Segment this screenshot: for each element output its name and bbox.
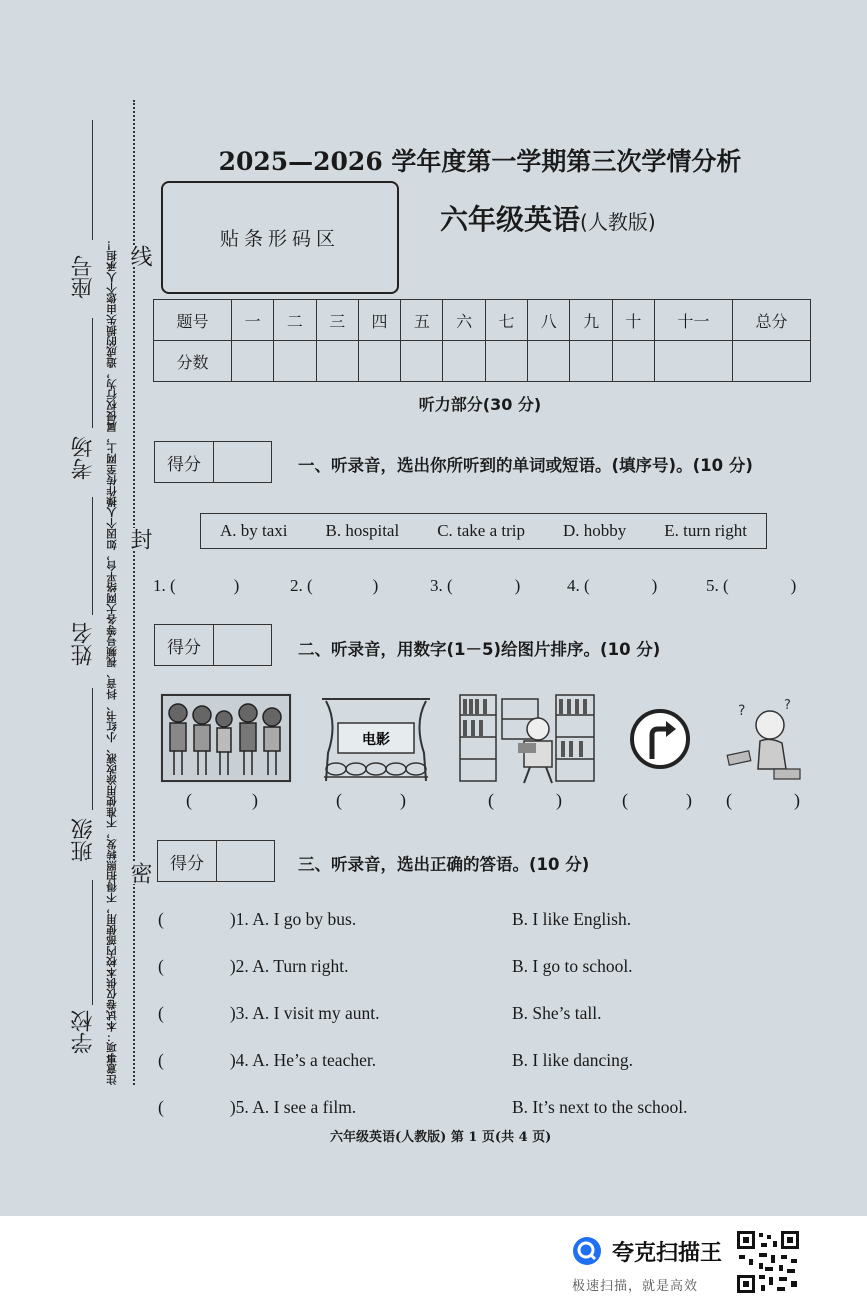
score-table-cell: 十 [612,300,654,341]
question-row[interactable]: ( )4. A. He’s a teacher. [158,1050,377,1070]
field-school: 学校 [71,1010,96,1054]
exam-notice: 注意事项：本试卷仅供本校内部使用，不得拍照转发，不准使用涂改液、小红书、抖音、视频号等各大网络平台，如因个人操作传至网上，属侵权行为，造成的损失由您个人承担！ [106,239,118,1085]
score-input-cell[interactable] [358,341,400,382]
subject-edition: (人教版) [580,210,656,234]
answer-blank-5[interactable]: 5. ( ) [706,576,797,595]
thinking-boy-picture [724,693,806,785]
question-row[interactable]: ( )2. A. Turn right. [158,956,349,976]
score-box-label: 得分 [158,841,217,881]
quark-logo-icon [572,1236,602,1266]
score-input-cell[interactable] [443,341,485,382]
exam-title: 2025—2026 学年度第一学期第三次学情分析 [218,147,742,176]
score-input-cell[interactable] [570,341,612,382]
field-line [92,497,93,615]
turn-right-sign-picture [628,693,692,785]
section2-title: 二、听录音，用数字(1－5)给图片排序。(10 分) [298,640,661,659]
picture-answer-blank[interactable]: ( ) [336,790,406,810]
cut-mark-secret: 密 [124,862,155,884]
picture-answer-blank[interactable]: ( ) [488,790,562,810]
score-table-header-row [154,300,811,341]
section-score-box [154,441,272,483]
score-input-cell[interactable] [316,341,358,382]
question-row[interactable]: ( )3. A. I visit my aunt. [158,1003,380,1023]
score-table-cell: 分数 [154,341,232,382]
option-b: B. She’s tall. [512,1003,602,1023]
scanner-slogan: 极速扫描，就是高效 [572,1279,699,1294]
answer-blank-2[interactable]: 2. ( ) [290,576,379,595]
answer-blank-1[interactable]: 1. ( ) [153,576,240,595]
score-table-cell: 八 [528,300,570,341]
qr-code-icon [735,1229,801,1295]
score-table-cell: 二 [274,300,316,341]
library-picture [458,693,596,785]
cut-mark-seal: 封 [124,528,155,550]
score-input-cell[interactable] [655,341,733,382]
section1-title: 一、听录音，选出你所听到的单词或短语。(填序号)。(10 分) [298,456,753,475]
score-input-cell[interactable] [732,341,810,382]
listening-header: 听力部分(30 分) [418,395,542,414]
question-row[interactable]: ( )1. A. I go by bus. [158,909,357,929]
cut-mark-line: 线 [124,245,155,267]
picture-answer-blank[interactable]: ( ) [186,790,258,810]
option-item: B. hospital [325,521,400,540]
option-b: B. It’s next to the school. [512,1097,688,1117]
section-score-box [157,840,275,882]
score-table-cell: 六 [443,300,485,341]
cinema-sign-text: 电影 [362,732,390,748]
score-input-cell[interactable] [612,341,654,382]
field-line [92,880,93,1005]
option-b: B. I like dancing. [512,1050,634,1070]
score-table-cell: 五 [401,300,443,341]
section1-options [200,513,767,549]
field-line [92,120,93,240]
option-item: D. hobby [563,521,627,540]
score-table-cell: 三 [316,300,358,341]
option-b: B. I like English. [512,909,632,929]
question-row[interactable]: ( )5. A. I see a film. [158,1097,357,1117]
score-table-cell: 题号 [154,300,232,341]
field-line [92,688,93,810]
picture-answer-blank[interactable]: ( ) [726,790,800,810]
score-table-cell: 九 [570,300,612,341]
score-box-label: 得分 [155,442,214,482]
score-box-label: 得分 [155,625,214,665]
cinema-picture [318,693,434,783]
picture-answer-blank[interactable]: ( ) [622,790,692,810]
answer-blank-4[interactable]: 4. ( ) [567,576,658,595]
score-input-cell[interactable] [528,341,570,382]
score-box-input[interactable] [214,442,271,482]
score-table-score-row [154,341,811,382]
section3-title: 三、听录音，选出正确的答语。(10 分) [298,855,590,874]
svg-text:?: ? [738,703,746,719]
score-table [153,299,811,382]
field-exam-room: 考场 [71,436,96,480]
score-table-cell: 总分 [732,300,810,341]
score-table-cell: 四 [358,300,400,341]
page-footer: 六年级英语(人教版) 第 1 页(共 4 页) [330,1130,552,1145]
field-name: 姓名 [71,622,96,666]
option-item: A. by taxi [220,521,288,540]
field-class: 班级 [71,818,96,862]
people-picture [160,693,292,783]
answer-blank-3[interactable]: 3. ( ) [430,576,521,595]
score-input-cell[interactable] [274,341,316,382]
score-input-cell[interactable] [401,341,443,382]
score-table-cell: 十一 [655,300,733,341]
score-box-input[interactable] [214,625,271,665]
scanner-app-name: 夸克扫描王 [612,1241,723,1266]
option-item: C. take a trip [437,521,526,540]
subject-title [440,198,656,238]
option-item: E. turn right [664,521,747,540]
field-seat-number: 座号 [71,255,96,299]
option-b: B. I go to school. [512,956,633,976]
barcode-area [161,181,399,294]
svg-text:?: ? [784,698,791,713]
score-input-cell[interactable] [485,341,527,382]
barcode-label: 贴条形码区 [219,228,340,250]
field-line [92,318,93,428]
score-box-input[interactable] [217,841,274,881]
score-table-cell: 一 [231,300,273,341]
score-table-cell: 七 [485,300,527,341]
section-score-box [154,624,272,666]
subject-name: 六年级英语 [440,203,581,236]
score-input-cell[interactable] [231,341,273,382]
